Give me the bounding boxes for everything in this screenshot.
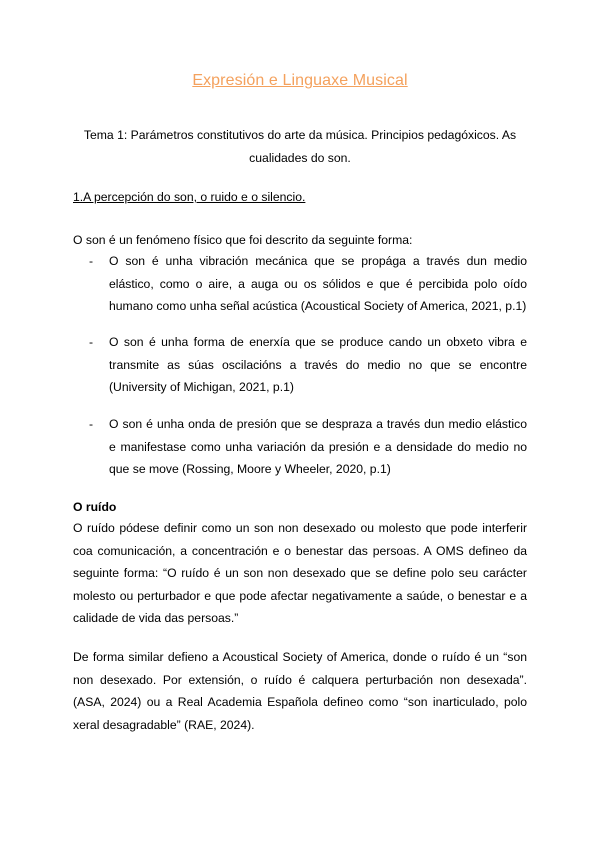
document-subtitle: Tema 1: Parámetros constitutivos do arte da música. Principios pedagóxicos. As cualidades do son. (83, 128, 517, 165)
list-item-text: O son é unha vibración mecánica que se propága a través dun medio elástico, como o aire, a auga ou os sólidos e que é percibida polo oído humano como unha señal acústica (Acoustical Society of America, 2021, p.1) (109, 254, 527, 314)
list-item-text: O son é unha forma de enerxía que se produce cando un obxeto vibra e transmite as súas oscilacións a través do medio no que se encontre (University of Michigan, 2021, p.1) (109, 335, 527, 395)
ruido-heading: O ruído (73, 500, 117, 514)
list-dash: - (89, 254, 94, 268)
list-dash: - (89, 417, 94, 431)
section-heading: 1.A percepción do son, o ruido e o silencio. (73, 190, 306, 204)
intro-paragraph: O son é un fenómeno físico que foi descrito da seguinte forma: (73, 233, 413, 247)
similar-definition-paragraph: De forma similar defieno a Acoustical Society of America, donde o ruído é un “son non desexado. Por extensión, o ruído é calquera perturbación non desexada”. (ASA, 2024) ou a Real Academia Española defineo como “son inarticulado, polo xeral desagradable” (RAE, 2024). (73, 650, 527, 732)
document-title: Expresión e Linguaxe Musical (192, 72, 408, 89)
list-dash: - (89, 335, 94, 349)
ruido-paragraph: O ruído pódese definir como un son non desexado ou molesto que pode interferir coa comunicación, a concentración e o benestar das persoas. A OMS defineo da seguinte forma: “O ruído é un son non desexado que se define polo seu carácter molesto ou perturbador e que pode afectar negativamente a saúde, o benestar e a calidade de vida das persoas.” (73, 521, 527, 626)
list-item-text: O son é unha onda de presión que se despraza a través dun medio elástico e manifestase como unha variación da presión e a densidade do medio no que se move (Rossing, Moore y Wheeler, 2020, p.1) (109, 417, 527, 477)
